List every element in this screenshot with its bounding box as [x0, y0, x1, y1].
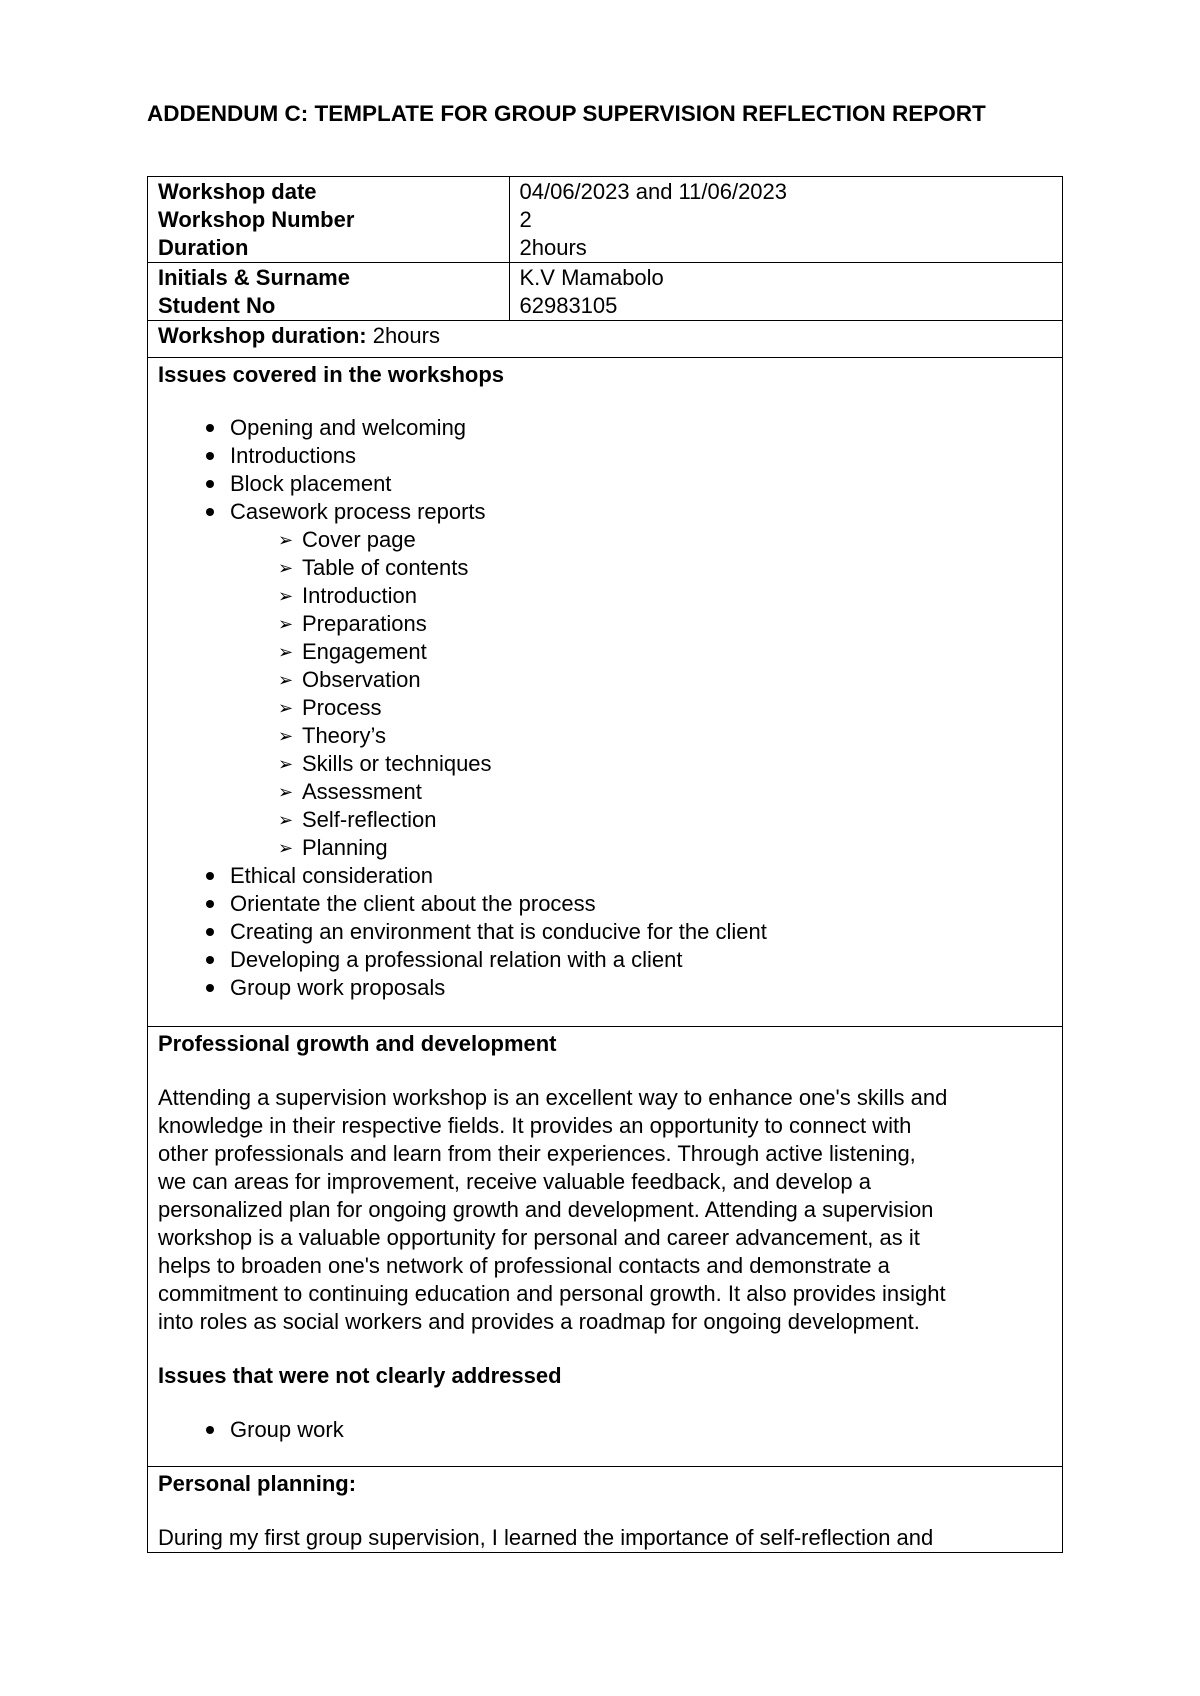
growth-line: other professionals and learn from their experiences. Through active listening,: [158, 1141, 916, 1166]
list-item: [206, 442, 1052, 470]
workshop-duration-value: 2hours: [366, 323, 440, 348]
sub-list-item-text: Engagement: [302, 639, 427, 664]
not-addressed-list: [158, 1416, 1052, 1444]
arrow-bullet-icon: ➢: [278, 558, 294, 578]
list-item-text: Developing a professional relation with a client: [230, 947, 683, 972]
sub-list-item-text: Preparations: [302, 611, 427, 636]
list-item: [206, 1416, 1052, 1444]
growth-line: commitment to continuing education and personal growth. It also provides insight: [158, 1281, 946, 1306]
sub-list-item-text: Table of contents: [302, 555, 469, 580]
workshop-date-label: Workshop date: [158, 179, 317, 204]
initials-surname-value: K.V Mamabolo: [519, 265, 664, 290]
sub-list-item-text: Planning: [302, 835, 388, 860]
arrow-bullet-icon: ➢: [278, 754, 294, 774]
page-title: ADDENDUM C: TEMPLATE FOR GROUP SUPERVISION REFLECTION REPORT: [147, 101, 986, 126]
casework-sublist: [230, 526, 1052, 862]
bullet-icon: [206, 508, 214, 516]
growth-paragraph: [158, 1084, 1052, 1336]
duration-value: 2hours: [519, 235, 587, 260]
bullet-icon: [206, 480, 214, 488]
bullet-icon: [206, 424, 214, 432]
sub-list-item-text: Cover page: [302, 527, 416, 552]
bullet-icon: [206, 452, 214, 460]
list-item: [206, 918, 1052, 946]
bullet-icon: [206, 900, 214, 908]
arrow-bullet-icon: ➢: [278, 698, 294, 718]
bullet-icon: [206, 928, 214, 936]
sub-list-item: [278, 834, 1052, 862]
student-info-values: [509, 263, 1063, 321]
sub-list-item: [278, 638, 1052, 666]
student-info-labels: [148, 263, 510, 321]
growth-line: helps to broaden one's network of professional contacts and demonstrate a: [158, 1253, 890, 1278]
workshop-number-value: 2: [519, 207, 532, 232]
list-item: [206, 890, 1052, 918]
workshop-number-label: Workshop Number: [158, 207, 355, 232]
planning-cell: [148, 1467, 1063, 1553]
sub-list-item: [278, 554, 1052, 582]
list-item-text: Opening and welcoming: [230, 415, 467, 440]
growth-line: Attending a supervision workshop is an excellent way to enhance one's skills and: [158, 1085, 948, 1110]
list-item: [206, 414, 1052, 442]
issues-cell: [148, 358, 1063, 1027]
list-item-text: Casework process reports: [230, 499, 486, 524]
growth-line: workshop is a valuable opportunity for personal and career advancement, as it: [158, 1225, 920, 1250]
bullet-icon: [206, 984, 214, 992]
list-item: [206, 498, 1052, 862]
arrow-bullet-icon: ➢: [278, 782, 294, 802]
growth-line: knowledge in their respective fields. It provides an opportunity to connect with: [158, 1113, 912, 1138]
student-no-value: 62983105: [519, 293, 618, 318]
sub-list-item-text: Introduction: [302, 583, 417, 608]
student-info-row: [148, 263, 1063, 321]
growth-heading: Professional growth and development: [158, 1031, 557, 1056]
sub-list-item: [278, 722, 1052, 750]
not-addressed-heading: Issues that were not clearly addressed: [158, 1363, 562, 1388]
workshop-info-labels: [148, 177, 510, 263]
list-item-text: Block placement: [230, 471, 392, 496]
workshop-duration-row: [148, 321, 1063, 358]
workshop-info-row: [148, 177, 1063, 263]
list-item-text: Group work: [230, 1417, 344, 1442]
sub-list-item: [278, 666, 1052, 694]
growth-line: personalized plan for ongoing growth and development. Attending a supervision: [158, 1197, 934, 1222]
duration-label: Duration: [158, 235, 249, 260]
planning-text: During my first group supervision, I learned the importance of self-reflection and: [158, 1525, 934, 1550]
sub-list-item: [278, 526, 1052, 554]
list-item-text: Group work proposals: [230, 975, 446, 1000]
sub-list-item: [278, 778, 1052, 806]
sub-list-item-text: Theory’s: [302, 723, 386, 748]
sub-list-item: [278, 750, 1052, 778]
bullet-icon: [206, 956, 214, 964]
workshop-date-value: 04/06/2023 and 11/06/2023: [519, 179, 788, 204]
sub-list-item: [278, 694, 1052, 722]
student-no-label: Student No: [158, 293, 276, 318]
arrow-bullet-icon: ➢: [278, 726, 294, 746]
list-item-text: Introductions: [230, 443, 356, 468]
arrow-bullet-icon: ➢: [278, 614, 294, 634]
growth-line: we can areas for improvement, receive valuable feedback, and develop a: [158, 1169, 871, 1194]
list-item-text: Orientate the client about the process: [230, 891, 596, 916]
growth-row: [148, 1027, 1063, 1467]
list-item-text: Creating an environment that is conducive for the client: [230, 919, 767, 944]
list-item: [206, 470, 1052, 498]
sub-list-item: [278, 582, 1052, 610]
arrow-bullet-icon: ➢: [278, 838, 294, 858]
issues-list: [158, 414, 1052, 1002]
workshop-duration-cell: [148, 321, 1063, 358]
arrow-bullet-icon: ➢: [278, 530, 294, 550]
sub-list-item: [278, 610, 1052, 638]
workshop-duration-label: Workshop duration:: [158, 323, 367, 348]
workshop-info-values: [509, 177, 1063, 263]
sub-list-item-text: Self-reflection: [302, 807, 437, 832]
issues-heading: Issues covered in the workshops: [158, 362, 505, 387]
growth-cell: [148, 1027, 1063, 1467]
planning-row: [148, 1467, 1063, 1553]
issues-row: [148, 358, 1063, 1027]
arrow-bullet-icon: ➢: [278, 586, 294, 606]
sub-list-item-text: Assessment: [302, 779, 422, 804]
list-item: [206, 974, 1052, 1002]
sub-list-item-text: Process: [302, 695, 382, 720]
planning-heading: Personal planning:: [158, 1471, 357, 1496]
list-item: [206, 862, 1052, 890]
bullet-icon: [206, 872, 214, 880]
arrow-bullet-icon: ➢: [278, 670, 294, 690]
sub-list-item: [278, 806, 1052, 834]
growth-line: into roles as social workers and provides a roadmap for ongoing development.: [158, 1309, 920, 1334]
bullet-icon: [206, 1426, 214, 1434]
list-item: [206, 946, 1052, 974]
initials-surname-label: Initials & Surname: [158, 265, 350, 290]
sub-list-item-text: Observation: [302, 667, 421, 692]
sub-list-item-text: Skills or techniques: [302, 751, 492, 776]
report-table: [147, 176, 1063, 1553]
arrow-bullet-icon: ➢: [278, 642, 294, 662]
list-item-text: Ethical consideration: [230, 863, 434, 888]
arrow-bullet-icon: ➢: [278, 810, 294, 830]
